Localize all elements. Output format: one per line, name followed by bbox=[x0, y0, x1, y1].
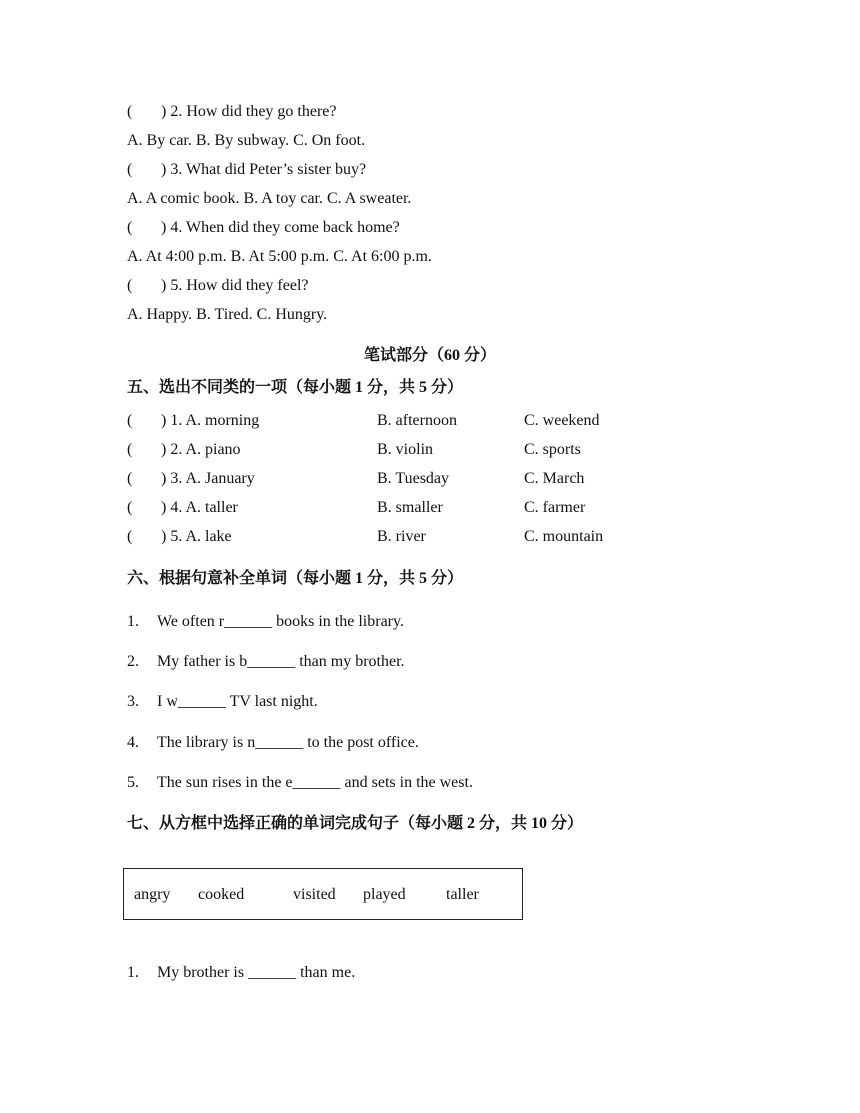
section-5-row: ( ) 3. A. January B. Tuesday C. March bbox=[127, 470, 585, 487]
section-6-item: 2. My father is b______ than my brother. bbox=[127, 653, 405, 670]
listening-options-3: A. A comic book. B. A toy car. C. A sweater. bbox=[127, 190, 412, 207]
section-7-title: 七、从方框中选择正确的单词完成句子（每小题 2 分，共 10 分） bbox=[127, 815, 584, 832]
section-5-row: ( ) 4. A. taller B. smaller C. farmer bbox=[127, 499, 586, 516]
section-5-row: ( ) 5. A. lake B. river C. mountain bbox=[127, 528, 604, 545]
section-5-row: ( ) 2. A. piano B. violin C. sports bbox=[127, 441, 581, 458]
section-6-title: 六、根据句意补全单词（每小题 1 分，共 5 分） bbox=[127, 570, 464, 587]
listening-options-5: A. Happy. B. Tired. C. Hungry. bbox=[127, 306, 328, 323]
section-5-title: 五、选出不同类的一项（每小题 1 分，共 5 分） bbox=[127, 379, 464, 396]
section-5-row: ( ) 1. A. morning B. afternoon C. weekend bbox=[127, 412, 600, 429]
word-bank-word: angry bbox=[134, 886, 171, 903]
listening-question-5: ( ) 5. How did they feel? bbox=[127, 277, 309, 294]
word-bank-box bbox=[123, 868, 523, 920]
listening-options-2: A. By car. B. By subway. C. On foot. bbox=[127, 132, 366, 149]
word-bank-word: cooked bbox=[198, 886, 245, 903]
listening-question-2: ( ) 2. How did they go there? bbox=[127, 103, 337, 120]
word-bank-word: played bbox=[363, 886, 406, 903]
listening-options-4: A. At 4:00 p.m. B. At 5:00 p.m. C. At 6:00 p.m. bbox=[127, 248, 432, 265]
word-bank-word: taller bbox=[446, 886, 479, 903]
word-bank-word: visited bbox=[293, 886, 336, 903]
section-6-item: 5. The sun rises in the e______ and sets in the west. bbox=[127, 774, 473, 791]
written-part-title: 笔试部分（60 分） bbox=[363, 347, 496, 364]
section-7-item: 1. My brother is ______ than me. bbox=[127, 964, 356, 981]
section-6-item: 1. We often r______ books in the library. bbox=[127, 613, 404, 630]
section-6-item: 3. I w______ TV last night. bbox=[127, 693, 318, 710]
listening-question-3: ( ) 3. What did Peter’s sister buy? bbox=[127, 161, 367, 178]
listening-question-4: ( ) 4. When did they come back home? bbox=[127, 219, 400, 236]
section-6-item: 4. The library is n______ to the post office. bbox=[127, 734, 419, 751]
